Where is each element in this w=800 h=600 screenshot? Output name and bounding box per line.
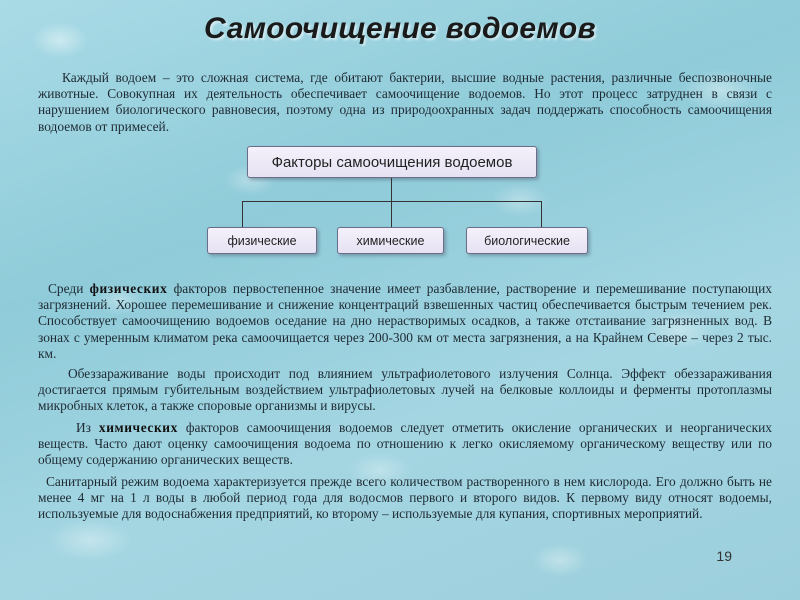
- diagram-chemical-box: химические: [337, 227, 444, 254]
- connector-to-chemical: [391, 201, 392, 227]
- physical-factors-paragraph: [38, 281, 772, 362]
- page-number: 19: [716, 548, 732, 564]
- connector-vertical-root: [391, 178, 392, 201]
- physical-keyword: физических: [89, 281, 168, 296]
- diagram-root-box: Факторы самоочищения водоемов: [247, 146, 537, 178]
- chemical-factors-paragraph: [38, 420, 772, 469]
- connector-to-physical: [242, 201, 243, 227]
- connector-horizontal: [242, 201, 542, 202]
- chemical-text: факторов самоочищения водоемов следует отметить окисление органических и неорганических веществ. Часто дают оценку самоочищения водоема по отношению к легко окисляемому органическому веществу или по общему содержанию органических веществ.: [38, 420, 772, 468]
- sanitary-paragraph: Санитарный режим водоема характеризуется прежде всего количеством растворенного в нем кислорода. Его должно быть не менее 4 мг на 1 л воды в любой период года для водосмов первого и второго видов. К первому виду относят водоемы, используемые для водоснабжения предприятий, ко второму – используемые для купания, спортивных мероприятий.: [38, 474, 772, 522]
- physical-text: факторов первостепенное значение имеет разбавление, растворение и перемешивание поступающих загрязнений. Хорошее перемешивание и снижение концентраций взвешенных частиц обеспечивается быстрым течением рек. Способствует самоочищению водоемов оседание на дно нерастворимых осадков, а также отстаивание загрязненных вод. В зонах с умеренным климатом река самоочищается через 200-300 км от места загрязнения, а на Крайнем Севере – через 2 тыс. км.: [38, 281, 772, 361]
- diagram-biological-box: биологические: [466, 227, 588, 254]
- physical-lead: Среди: [48, 281, 90, 296]
- slide-title: Самоочищение водоемов: [204, 12, 596, 45]
- connector-to-biological: [541, 201, 542, 227]
- diagram-physical-box: физические: [207, 227, 317, 254]
- chemical-keyword: химических: [98, 420, 178, 435]
- disinfection-paragraph: Обеззараживание воды происходит под влиянием ультрафиолетового излучения Солнца. Эффект обеззараживания достигается прямым губительным воздействием ультрафиолетовых лучей на белковые коллоиды и ферменты протоплазмы микробных клеток, а также споровые организмы и вирусы.: [38, 366, 772, 414]
- chemical-lead: Из: [76, 420, 99, 435]
- intro-paragraph: Каждый водоем – это сложная система, где обитают бактерии, высшие водные растения, различные беспозвоночные животные. Совокупная их деятельность обеспечивает самоочищение водоемов. Но этот процесс затруднен в связи с нарушением биологического равновесия, поэтому одна из природоохранных задач поддержать способность самоочищения водоемов от примесей.: [38, 70, 772, 134]
